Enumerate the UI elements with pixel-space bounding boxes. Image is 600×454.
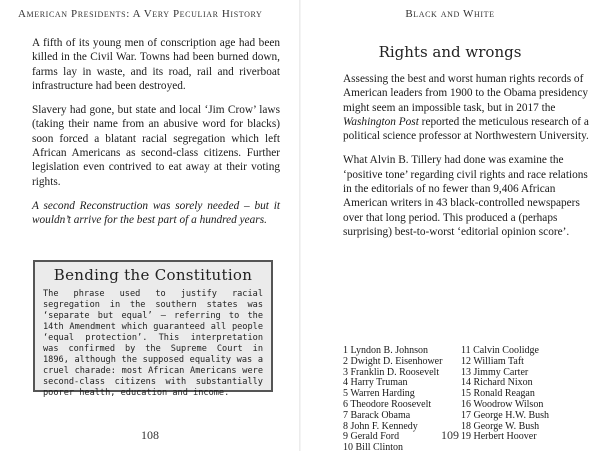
ranking-item: 16 Woodrow Wilson	[461, 398, 544, 410]
ranking-item: 19 Herbert Hoover	[461, 431, 537, 443]
ranking-item: 11 Calvin Coolidge	[461, 345, 539, 356]
section-title: Rights and wrongs	[378, 43, 522, 61]
page-number-left: 108	[141, 428, 159, 442]
ranking-item: 6 Theodore Roosevelt	[343, 398, 432, 410]
paragraph: What Alvin B. Tillery had done was examine the ‘positive tone’ regarding civil rights and race relations in the editorials of no fewer than 9,406 African American writers in 43 black-controlled newspapers over that long period. This produced a (perhaps surprising) best-to-worst ‘editorial opinion score’.	[343, 154, 588, 238]
running-head-left: American Presidents: A Very Peculiar History	[18, 8, 263, 20]
paragraph-text: reported the meticulous research of a political science professor at Northwestern University.	[343, 115, 589, 143]
ranking-item: 1 Lyndon B. Johnson	[343, 345, 429, 356]
paragraph: Slavery had gone, but state and local ‘Jim Crow’ laws (taking their name from an abusive word for blacks) soon forced a blatant racial segregation which left African Americans as second-class citizens. Further legislation even contrived to eat away at their voting rights.	[32, 104, 280, 188]
sidebar-box	[33, 260, 273, 398]
running-head-right: Black and White	[405, 8, 495, 20]
paragraph-text: Assessing the best and worst human rights records of American leaders from 1900 to the Obama presidency might seem an impossible task, but in 2017 the	[343, 73, 588, 114]
ranking-item: 14 Richard Nixon	[461, 377, 533, 389]
ranking-item: 18 George W. Bush	[461, 420, 540, 432]
ranking-item: 12 William Taft	[461, 355, 524, 367]
ranking-item: 9 Gerald Ford	[343, 431, 400, 443]
ranking-item: 7 Barack Obama	[343, 409, 411, 421]
ranking-item: 13 Jimmy Carter	[461, 366, 529, 378]
right-body-text	[343, 72, 591, 249]
ranking-item: 8 John F. Kennedy	[343, 420, 418, 432]
ranking-item: 3 Franklin D. Roosevelt	[343, 366, 440, 378]
ranking-item: 5 Warren Harding	[343, 388, 415, 400]
ranking-item: 15 Ronald Reagan	[461, 388, 535, 400]
ranking-item: 17 George H.W. Bush	[461, 409, 550, 421]
page-number-right: 109	[441, 428, 459, 442]
left-page	[0, 0, 300, 451]
paragraph: A fifth of its young men of conscription age had been killed in the Civil War. Towns had been burned down, farms lay in waste, and its road, rail and riverboat infrastructure had been destroyed.	[32, 37, 280, 92]
paragraph	[343, 72, 591, 143]
sidebar-text: The phrase used to justify racial segregation in the southern states was ‘separate but equal’ – referring to the 14th Amendment which guaranteed all people ‘equal protection’. This interpretation was confirmed by the Supreme Court in 1896, although the supposed equality was a cruel charade: most African Americans were second-class citizens with substantially poorer health, education and income.	[43, 289, 263, 398]
left-body-text	[32, 36, 280, 238]
ranking-item: 10 Bill Clinton	[343, 442, 404, 454]
newspaper-name: Washington Post	[343, 115, 419, 128]
italic-paragraph: A second Reconstruction was sorely needed – but it wouldn’t arrive for the best part of a hundred years.	[32, 199, 280, 227]
right-page	[300, 0, 600, 454]
sidebar-title: Bending the Constitution	[53, 266, 253, 284]
ranking-item: 2 Dwight D. Eisenhower	[343, 355, 443, 367]
ranking-item: 4 Harry Truman	[343, 377, 408, 389]
